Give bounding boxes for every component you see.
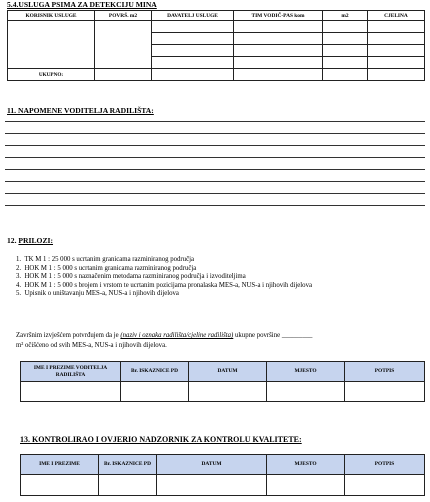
usluga-table: [7, 10, 425, 81]
napomene-title: 11. NAPOMENE VODITELJA RADILIŠTA:: [7, 106, 154, 115]
confirm-prefix: Završnim izvješćem potvrđujem da je: [16, 332, 119, 339]
povrsina-cell[interactable]: [95, 21, 152, 69]
confirm-italic: (naziv i oznaka radilišta/cjeline radilišta): [120, 332, 234, 339]
total-row: [8, 69, 425, 81]
col-ime: IME I PREZIME: [21, 455, 99, 475]
list-item: 2. HOK M 1 : 5 000 s ucrtanim granicama razminiranog područja: [16, 264, 197, 272]
ukupno-label: UKUPNO:: [8, 69, 95, 81]
list-item: 1. TK M 1 : 25 000 s ucrtanim granicama razminiranog područja: [16, 256, 194, 263]
list-item: 5. Upisnik o uništavanju MES-a, NUS-a i njihovih dijelova: [16, 290, 179, 298]
table-row: [8, 21, 425, 33]
col-davatelj: DAVATELJ USLUGE: [152, 11, 234, 21]
table-row: [21, 382, 425, 402]
col-potpis: POTPIS: [345, 362, 425, 382]
col-cjelina: CJELINA: [368, 11, 425, 21]
voditelj-table: [20, 361, 425, 402]
col-datum: DATUM: [189, 362, 267, 382]
kontrola-table: [20, 454, 425, 496]
kontrola-title: 13. KONTROLIRAO I OVJERIO NADZORNIK ZA KONTROLU KVALITETE:: [20, 435, 302, 444]
usluga-title: 5.4.USLUGA PSIMA ZA DETEKCIJU MINA: [7, 0, 157, 9]
list-item: 3. HOK M 1 : 5 000 s naznačenim metodama razminiranog područja i izvoditeljima: [16, 273, 246, 281]
list-item: 4. HOK M 1 : 5 000 s brojem i vrstom te ucrtanim pozicijama pronalaska MES-a, NUS-a i njihovih dijelova: [16, 281, 312, 289]
prilozi-number: 12.: [7, 236, 17, 245]
prilozi-title: PRILOZI:: [18, 236, 54, 245]
confirm-text: [16, 331, 312, 351]
korisnik-cell[interactable]: [8, 21, 95, 69]
col-korisnik: KORISNIK USLUGE: [8, 11, 95, 21]
col-tim: TIM VODIČ-PAS kom: [234, 11, 323, 21]
confirm-line2: m² očišćeno od svih MES-a, NUS-a i njihovih dijelova.: [16, 342, 167, 349]
col-potpis: POTPIS: [345, 455, 425, 475]
col-datum: DATUM: [157, 455, 267, 475]
col-m2: m2: [323, 11, 368, 21]
confirm-suffix: ukupne površine _________: [235, 332, 313, 339]
col-mjesto: MJESTO: [267, 362, 345, 382]
col-ime-voditelja: IME I PREZIME VODITELJA RADILIŠTA: [21, 362, 121, 382]
col-mjesto: MJESTO: [267, 455, 345, 475]
col-iskaznica: Br. ISKAZNICE PD: [121, 362, 189, 382]
prilozi-list: [16, 256, 312, 299]
col-povrsina: POVRŠ. m2: [95, 11, 152, 21]
prilozi-heading: [7, 236, 53, 245]
col-iskaznica: Br. ISKAZNICE PD: [99, 455, 157, 475]
table-row: [21, 475, 425, 496]
